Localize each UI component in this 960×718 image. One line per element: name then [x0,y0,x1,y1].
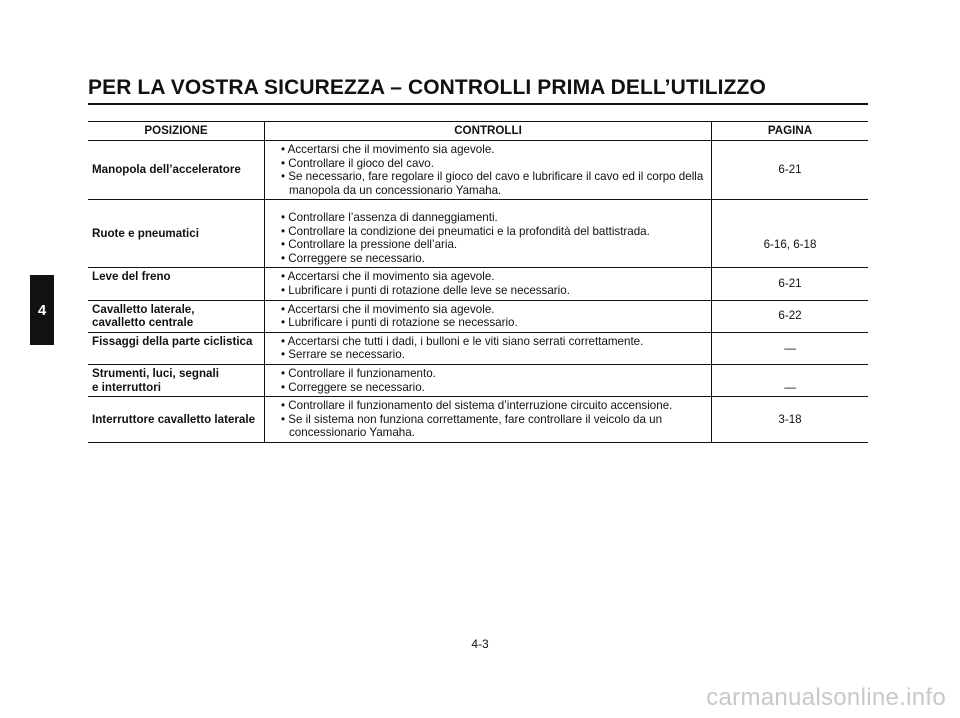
controls-cell [265,364,712,396]
position-text: Leve del freno [92,270,171,284]
controls-cell [265,200,712,268]
control-item: • Lubrificare i punti di rotazione delle leve se necessario. [269,284,707,298]
controls-cell [265,300,712,332]
pre-operation-checks-table [88,121,868,443]
control-item: • Correggere se necessario. [269,381,707,395]
table-row [88,397,868,443]
position-text: Manopola dell’acceleratore [92,163,241,177]
control-item: • Correggere se necessario. [269,252,707,266]
control-item: • Accertarsi che il movimento sia agevole. [269,270,707,284]
position-text: Cavalletto laterale, [92,302,195,316]
control-item: • Se necessario, fare regolare il gioco del cavo e lubrificare il cavo ed il corpo della manopola da un concessionario Yamaha. [269,170,707,197]
position-cell [88,141,265,200]
header-position: POSIZIONE [88,122,265,141]
control-item: • Accertarsi che il movimento sia agevole. [269,143,707,157]
table-row [88,364,868,396]
title-rule [88,103,868,105]
control-item: • Lubrificare i punti di rotazione se necessario. [269,316,707,330]
watermark: carmanualsonline.info [706,684,946,711]
position-text: Ruote e pneumatici [92,227,199,241]
controls-cell [265,397,712,443]
control-item: • Accertarsi che tutti i dadi, i bulloni e le viti siano serrati correttamente. [269,335,707,349]
position-text: Interruttore cavalletto laterale [92,412,256,426]
table-row [88,141,868,200]
control-item: • Controllare l’assenza di danneggiamenti. [269,211,707,225]
control-item: • Controllare la condizione dei pneumatici e la profondità del battistrada. [269,225,707,239]
position-cell [88,332,265,364]
table-row [88,200,868,268]
table-row [88,300,868,332]
control-item: • Controllare il funzionamento. [269,367,707,381]
control-item: • Se il sistema non funziona correttamente, fare controllare il veicolo da un concessionario Yamaha. [269,413,707,440]
control-item: • Controllare la pressione dell’aria. [269,238,707,252]
page-ref-cell: 6-22 [712,300,869,332]
position-cell [88,300,265,332]
position-text: Fissaggi della parte ciclistica [92,334,253,348]
page-ref-cell: — [712,364,869,396]
control-item: • Accertarsi che il movimento sia agevole. [269,303,707,317]
page-ref-cell: 6-16, 6-18 [712,200,869,268]
controls-cell [265,332,712,364]
page-ref-cell: 3-18 [712,397,869,443]
chapter-tab: 4 [30,275,54,345]
control-item: • Serrare se necessario. [269,348,707,362]
position-text: cavalletto centrale [92,316,194,330]
controls-cell [265,141,712,200]
position-cell [88,364,265,396]
position-cell [88,200,265,268]
page-ref-cell: 6-21 [712,268,869,300]
position-cell [88,268,265,300]
position-text: e interruttori [92,380,161,394]
controls-cell [265,268,712,300]
position-cell [88,397,265,443]
table-header-row [88,122,868,141]
table-row [88,268,868,300]
table-row [88,332,868,364]
page-number: 4-3 [471,637,489,651]
page-title: PER LA VOSTRA SICUREZZA – CONTROLLI PRIMA DELL’UTILIZZO [88,76,766,99]
page-ref-cell: — [712,332,869,364]
control-item: • Controllare il gioco del cavo. [269,157,707,171]
position-text: Strumenti, luci, segnali [92,366,219,380]
header-page: PAGINA [712,122,869,141]
control-item: • Controllare il funzionamento del sistema d’interruzione circuito accensione. [269,399,707,413]
header-controls: CONTROLLI [265,122,712,141]
page-ref-cell: 6-21 [712,141,869,200]
